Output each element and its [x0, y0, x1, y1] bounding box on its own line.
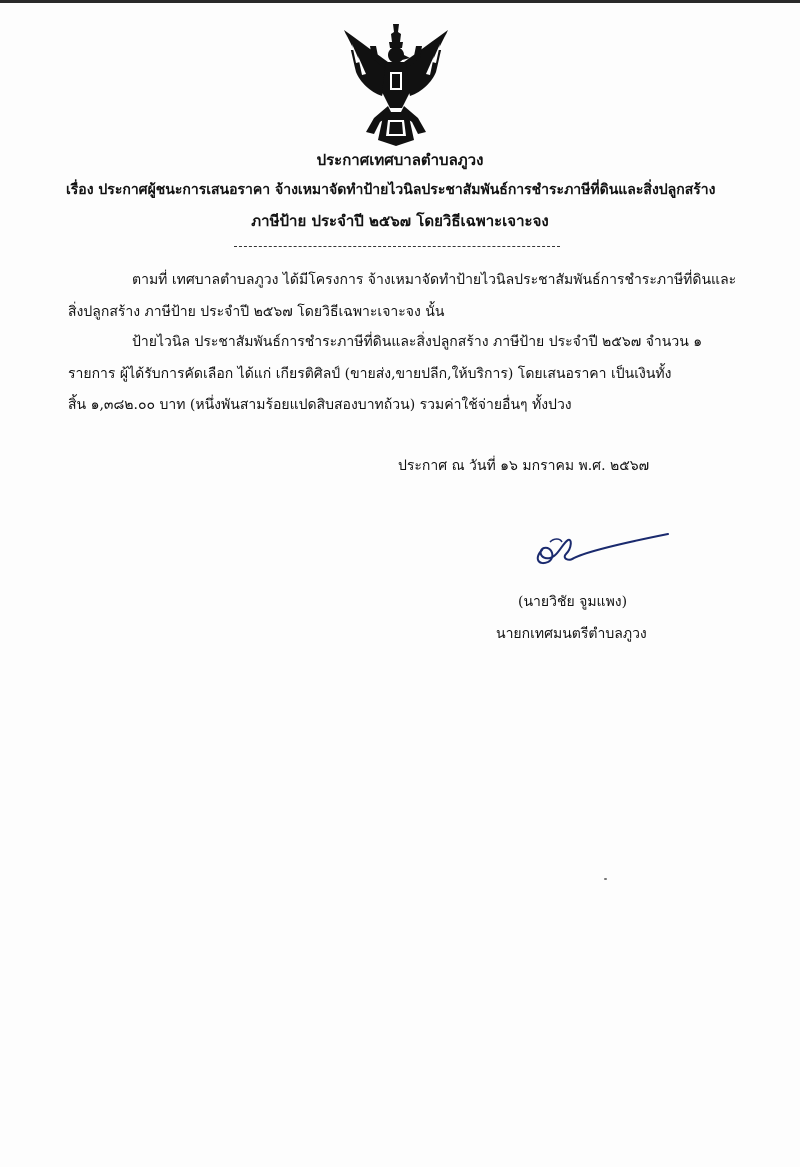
para2-line3: สิ้น ๑,๓๘๒.๐๐ บาท (หนึ่งพันสามร้อยแปดสิบสองบาทถ้วน) รวมค่าใช้จ่ายอื่นๆ ทั้งปวง [68, 397, 572, 413]
para1-line1: ตามที่ เทศบาลตำบลภูวง ได้มีโครงการ จ้างเหมาจัดทำป้ายไวนิลประชาสัมพันธ์การชำระภาษีที่ดินและ [132, 272, 737, 288]
scan-edge [0, 0, 800, 3]
announcement-date: ประกาศ ณ วันที่ ๑๖ มกราคม พ.ศ. ๒๕๖๗ [398, 458, 650, 474]
garuda-emblem-icon [340, 22, 452, 146]
subject-line-2: ภาษีป้าย ประจำปี ๒๕๖๗ โดยวิธีเฉพาะเจาะจง [251, 212, 549, 230]
handwritten-signature [528, 528, 678, 570]
signatory-name: (นายวิชัย จูมแพง) [518, 594, 628, 610]
subject-line-1: เรื่อง ประกาศผู้ชนะการเสนอราคา จ้างเหมาจัดทำป้ายไวนิลประชาสัมพันธ์การชำระภาษีที่ดินและสิ่งปลูกสร้าง [66, 182, 716, 198]
para2-line1: ป้ายไวนิล ประชาสัมพันธ์การชำระภาษีที่ดินและสิ่งปลูกสร้าง ภาษีป้าย ประจำปี ๒๕๖๗ จำนวน ๑ [132, 334, 703, 350]
signatory-position: นายกเทศมนตรีตำบลภูวง [496, 626, 647, 642]
para1-line2: สิ่งปลูกสร้าง ภาษีป้าย ประจำปี ๒๕๖๗ โดยวิธีเฉพาะเจาะจง นั้น [68, 304, 445, 320]
para2-line2: รายการ ผู้ได้รับการคัดเลือก ได้แก่ เกียรติศิลป์ (ขายส่ง,ขายปลีก,ให้บริการ) โดยเสนอราคา เป็นเงินทั้ง [68, 366, 672, 382]
agency-title: ประกาศเทศบาลตำบลภูวง [316, 151, 484, 169]
title-divider [234, 246, 560, 247]
scan-speck [604, 878, 607, 880]
